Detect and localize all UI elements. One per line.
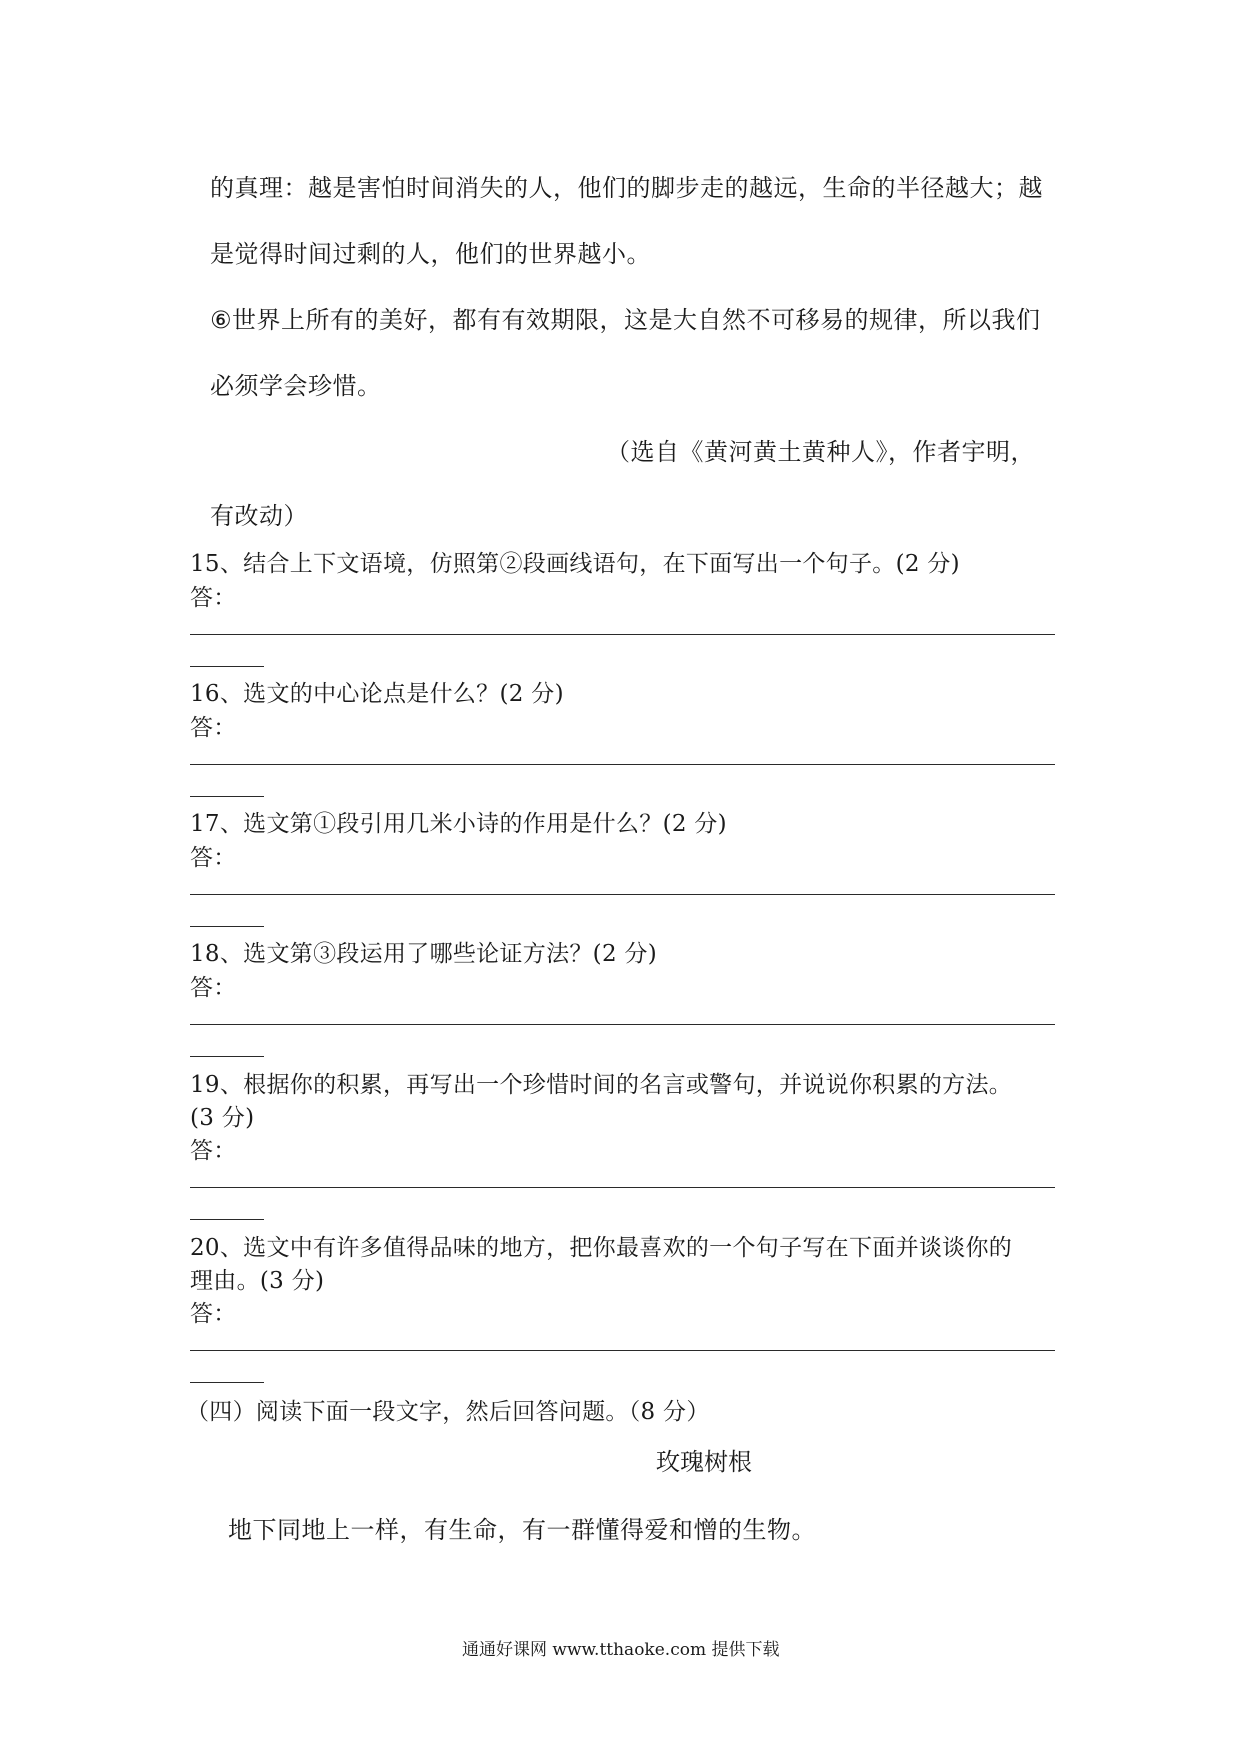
paragraph-6-line: 必须学会珍惜。: [210, 372, 382, 400]
paragraph-6-line: ⑥世界上所有的美好，都有有效期限，这是大自然不可移易的规律，所以我们: [210, 306, 1041, 334]
answer-line-end: [190, 926, 264, 927]
answer-label: 答：: [190, 1138, 237, 1164]
question-19: 19、根据你的积累，再写出一个珍惜时间的名言或警句，并说说你积累的方法。: [190, 1072, 1013, 1098]
answer-line-end: [190, 796, 264, 797]
article-title: 玫瑰树根: [656, 1448, 752, 1476]
answer-line-end: [190, 1219, 264, 1220]
answer-line-end: [190, 666, 264, 667]
answer-label: 答：: [190, 845, 237, 871]
answer-line: [190, 764, 1055, 765]
article-first-line: 地下同地上一样，有生命，有一群懂得爱和憎的生物。: [228, 1516, 816, 1544]
question-20-cont: 理由。(3 分): [190, 1268, 325, 1294]
answer-line: [190, 894, 1055, 895]
passage-line: 是觉得时间过剩的人，他们的世界越小。: [210, 240, 651, 268]
question-17: 17、选文第①段引用几米小诗的作用是什么？(2 分): [190, 811, 727, 837]
source-citation-cont: 有改动）: [210, 502, 308, 530]
question-16: 16、选文的中心论点是什么？(2 分): [190, 681, 564, 707]
answer-line-end: [190, 1382, 264, 1383]
question-20: 20、选文中有许多值得品味的地方，把你最喜欢的一个句子写在下面并谈谈你的: [190, 1235, 1013, 1261]
question-18: 18、选文第③段运用了哪些论证方法？(2 分): [190, 941, 658, 967]
section-4-heading: （四）阅读下面一段文字，然后回答问题。（8 分）: [186, 1399, 710, 1425]
answer-label: 答：: [190, 975, 237, 1001]
answer-line: [190, 1350, 1055, 1351]
answer-line: [190, 1024, 1055, 1025]
answer-line: [190, 1187, 1055, 1188]
footer-download-note: 通通好课网 www.tthaoke.com 提供下载: [462, 1640, 780, 1660]
source-citation: （选自《黄河黄土黄种人》，作者宇明，: [606, 438, 1035, 466]
answer-line: [190, 634, 1055, 635]
answer-label: 答：: [190, 715, 237, 741]
question-15: 15、结合上下文语境，仿照第②段画线语句，在下面写出一个句子。(2 分): [190, 551, 960, 577]
answer-label: 答：: [190, 1301, 237, 1327]
question-19-cont: (3 分): [190, 1105, 255, 1131]
answer-line-end: [190, 1056, 264, 1057]
answer-label: 答：: [190, 585, 237, 611]
passage-line: 的真理：越是害怕时间消失的人，他们的脚步走的越远，生命的半径越大；越: [210, 174, 1043, 202]
